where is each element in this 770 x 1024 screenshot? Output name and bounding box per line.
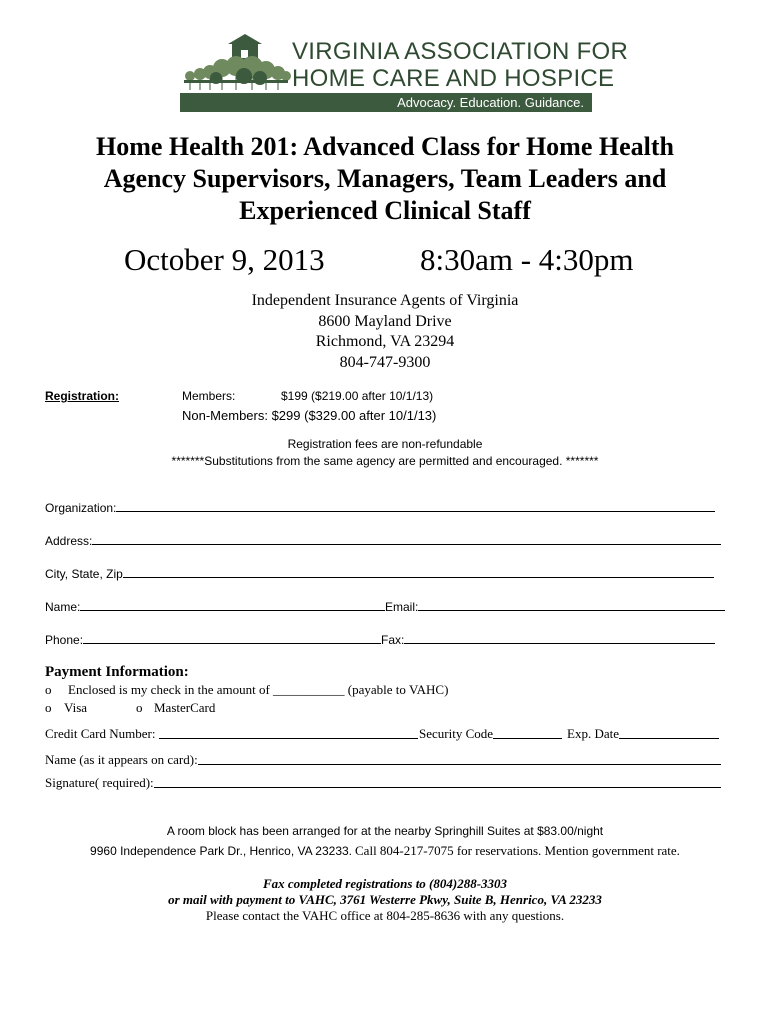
organization-blank[interactable] bbox=[116, 510, 715, 512]
title-line-3: Experienced Clinical Staff bbox=[239, 196, 531, 225]
card-number-blank[interactable] bbox=[159, 738, 418, 739]
mastercard-checkbox[interactable]: o bbox=[136, 700, 143, 715]
security-code-label: Security Code bbox=[419, 726, 494, 741]
organization-field[interactable] bbox=[45, 501, 715, 515]
venue-block bbox=[185, 291, 585, 373]
venue-name: Independent Insurance Agents of Virginia bbox=[251, 292, 519, 309]
security-code-field[interactable] bbox=[419, 726, 562, 742]
email-label: Email: bbox=[385, 600, 419, 614]
event-time: 8:30am - 4:30pm bbox=[420, 242, 634, 277]
hotel-reservation-info: Call 804-217-7075 for reservations. Mention government rate. bbox=[355, 843, 680, 858]
substitution-notice: *******Substitutions from the same agency are permitted and encouraged. ******* bbox=[171, 454, 599, 468]
mail-instructions: or mail with payment to VAHC, 3761 Westerre Pkwy, Suite B, Henrico, VA 23233 bbox=[168, 892, 602, 907]
refund-notice: Registration fees are non-refundable bbox=[287, 437, 483, 451]
fax-blank[interactable] bbox=[404, 642, 715, 644]
page-title bbox=[40, 131, 730, 227]
hotel-address-line bbox=[20, 843, 750, 859]
house-and-trees-icon bbox=[180, 34, 292, 94]
exp-date-blank[interactable] bbox=[619, 738, 719, 739]
security-code-blank[interactable] bbox=[493, 738, 562, 739]
phone-label: Phone: bbox=[45, 633, 84, 647]
registration-label: Registration: bbox=[45, 389, 120, 403]
city-state-zip-label: City, State, Zip bbox=[45, 567, 123, 581]
name-on-card-field[interactable] bbox=[45, 752, 721, 768]
exp-date-label: Exp. Date bbox=[567, 726, 619, 741]
mastercard-label: MasterCard bbox=[154, 700, 216, 715]
fax-instructions: Fax completed registrations to (804)288-3303 bbox=[262, 876, 508, 891]
email-field[interactable] bbox=[385, 600, 725, 614]
name-label: Name: bbox=[45, 600, 81, 614]
event-date: October 9, 2013 bbox=[124, 242, 325, 277]
check-checkbox[interactable]: o bbox=[45, 682, 52, 697]
email-blank[interactable] bbox=[418, 609, 725, 611]
signature-label: Signature( required): bbox=[45, 775, 154, 790]
payment-heading: Payment Information: bbox=[45, 664, 189, 680]
nonmembers-fee: Non-Members: $299 ($329.00 after 10/1/13) bbox=[182, 408, 437, 423]
venue-street: 8600 Mayland Drive bbox=[318, 312, 452, 330]
organization-label: Organization: bbox=[45, 501, 117, 515]
hotel-address: 9960 Independence Park Dr., Henrico, VA 23233. bbox=[90, 844, 353, 858]
fax-field[interactable] bbox=[381, 633, 715, 647]
name-on-card-blank[interactable] bbox=[198, 764, 721, 765]
phone-blank[interactable] bbox=[83, 642, 381, 644]
card-number-label: Credit Card Number: bbox=[45, 726, 156, 741]
city-state-zip-blank[interactable] bbox=[123, 576, 714, 578]
venue-city: Richmond, VA 23294 bbox=[315, 333, 455, 350]
address-field[interactable] bbox=[45, 534, 721, 548]
phone-field[interactable] bbox=[45, 633, 381, 647]
hotel-block-notice: A room block has been arranged for at the nearby Springhill Suites at $83.00/night bbox=[166, 824, 604, 838]
name-on-card-label: Name (as it appears on card): bbox=[45, 752, 198, 767]
visa-checkbox[interactable]: o bbox=[45, 700, 52, 715]
signature-blank[interactable] bbox=[154, 787, 721, 788]
signature-field[interactable] bbox=[45, 775, 721, 791]
check-option-label: Enclosed is my check in the amount of ___________ (payable to VAHC) bbox=[68, 682, 449, 697]
venue-phone: 804-747-9300 bbox=[339, 353, 431, 371]
title-line-2: Agency Supervisors, Managers, Team Leaders and bbox=[103, 164, 667, 193]
members-fee: $199 ($219.00 after 10/1/13) bbox=[281, 389, 434, 403]
members-label: Members: bbox=[182, 389, 236, 403]
logo-line-2: HOME CARE AND HOSPICE bbox=[292, 65, 615, 92]
visa-label: Visa bbox=[64, 700, 88, 715]
contact-info: Please contact the VAHC office at 804-285-8636 with any questions. bbox=[205, 908, 565, 923]
title-line-1: Home Health 201: Advanced Class for Home Health bbox=[96, 132, 674, 161]
name-field[interactable] bbox=[45, 600, 385, 614]
card-number-field[interactable] bbox=[45, 726, 418, 742]
logo-line-1: VIRGINIA ASSOCIATION FOR bbox=[292, 38, 629, 65]
address-blank[interactable] bbox=[92, 543, 721, 545]
fax-label: Fax: bbox=[381, 633, 405, 647]
name-blank[interactable] bbox=[80, 609, 385, 611]
address-label: Address: bbox=[45, 534, 93, 548]
vahc-logo bbox=[180, 34, 629, 114]
exp-date-field[interactable] bbox=[567, 726, 719, 742]
city-state-zip-field[interactable] bbox=[45, 567, 714, 581]
logo-tagline: Advocacy. Education. Guidance. bbox=[397, 95, 584, 110]
